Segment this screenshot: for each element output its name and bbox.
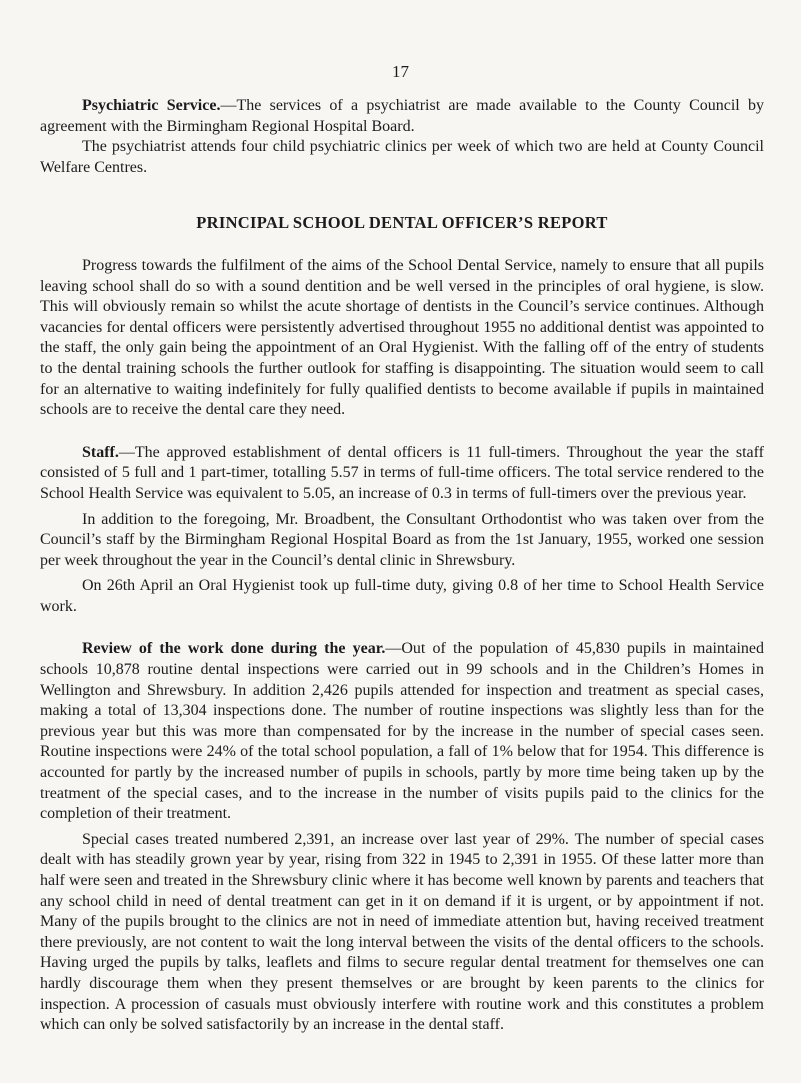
staff-text: —The approved establishment of dental officers is 11 full-timers. Throughout the year the staff consisted of 5 full and 1 part-timer, totalling 5.57 in terms of full-time officers. The total service rendered to the School Health Service was equivalent to 5.05, an increase of 0.3 in terms of full-timers over the previous year. [40, 443, 764, 502]
special-cases-paragraph: Special cases treated numbered 2,391, an increase over last year of 29%. The number of special cases dealt with has steadily grown year by year, rising from 322 in 1945 to 2,391 in 1955. Of these latter more than half were seen and treated in the Shrewsbury clinic where it has become well known by parents and teachers that any school child in need of dental treatment can get in it on demand if it is urgent, or by appointment if not. Many of the pupils brought to the clinics are not in need of immediate attention but, having received treatment there previously, are not content to wait the long interval between the visits of the dental officers to the schools. Having urged the pupils by talks, leaflets and films to secure regular dental treatment for themselves one can hardly discourage them when they present themselves or are brought by keen parents to the clinics for inspection. A procession of casuals must obviously interfere with routine work and this constitutes a problem which can only be solved satisfactorily by an increase in the dental staff. [40, 830, 764, 1034]
page-number: 17 [392, 62, 409, 81]
psychiatric-clinics-paragraph: The psychiatrist attends four child psychiatric clinics per week of which two are held at County Council Welfare Centres. [40, 138, 764, 176]
orthodontist-paragraph: In addition to the foregoing, Mr. Broadbent, the Consultant Orthodontist who was taken over from the Council’s staff by the Birmingham Regional Hospital Board as from the 1st January, 1955, worked one session per week throughout the year in the Council’s dental clinic in Shrewsbury. [40, 510, 764, 569]
staff-paragraph [40, 443, 764, 505]
document-page [40, 60, 764, 1036]
review-text: —Out of the population of 45,830 pupils in maintained schools 10,878 routine dental inspections were carried out in 99 schools and in the Children’s Homes in Wellington and Shrewsbury. In addition 2,426 pupils attended for inspection and treatment as special cases, making a total of 13,304 inspections done. The number of routine inspections was slightly less than for the previous year but this was more than compensated for by the increase in the number of special cases seen. Routine inspections were 24% of the total school population, a fall of 1% below that for 1954. This difference is accounted for partly by the increased number of pupils in schools, partly by more time being taken up by the treatment of the special cases, and to the increase in the number of visits pupils paid to the clinics for the completion of their treatment. [40, 640, 764, 823]
hygienist-paragraph: On 26th April an Oral Hygienist took up full-time duty, giving 0.8 of her time to School Health Service work. [40, 577, 764, 615]
psychiatric-paragraph [40, 96, 764, 137]
intro-paragraph: Progress towards the fulfilment of the aims of the School Dental Service, namely to ensure that all pupils leaving school shall do so with a sound dentition and be well versed in the principles of oral hygiene, is slow. This will obviously remain so whilst the acute shortage of dentists in the Council’s service continues. Although vacancies for dental officers were persistently advertised throughout 1955 no additional dentist was appointed to the staff, the only gain being the appointment of an Oral Hygienist. With the falling off of the entry of students to the dental training schools the further outlook for staffing is disappointing. The situation would seem to call for an alternative to waiting indefinitely for fully qualified dentists to become available if pupils in maintained schools are to receive the dental care they need. [40, 256, 764, 419]
review-heading: Review of the work done during the year. [82, 640, 386, 658]
report-title: PRINCIPAL SCHOOL DENTAL OFFICER’S REPORT [196, 213, 608, 233]
psychiatric-heading: Psychiatric Service. [82, 97, 221, 114]
review-paragraph [40, 639, 764, 824]
staff-heading: Staff. [82, 443, 119, 461]
psychiatric-text: —The services of a psychiatrist are made available to the County Council by agreement with the Birmingham Regional Hospital Board. [40, 97, 765, 135]
